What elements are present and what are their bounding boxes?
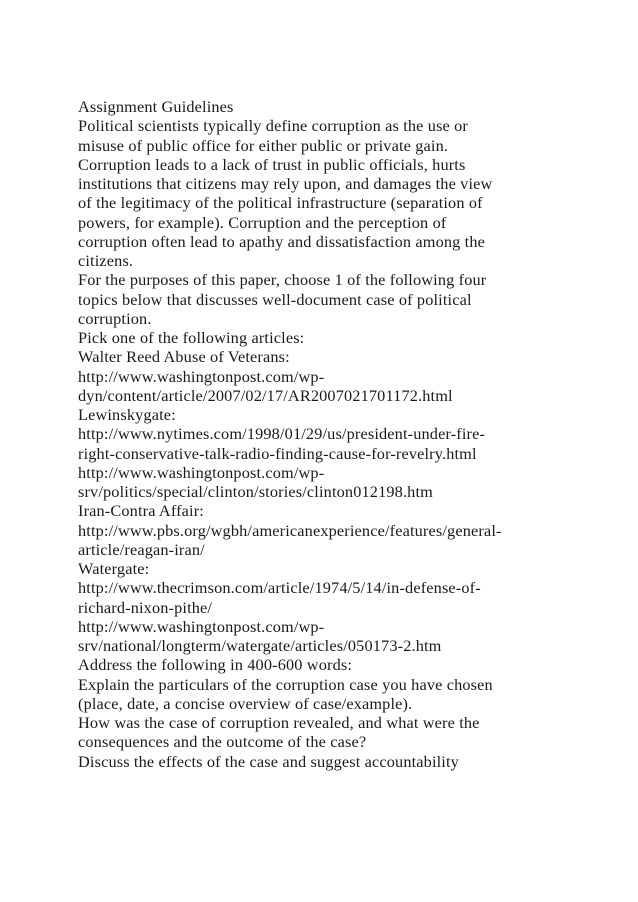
paragraph-line: institutions that citizens may rely upon, and damages the view — [78, 174, 493, 193]
paragraph-line: Corruption leads to a lack of trust in public officials, hurts — [78, 154, 466, 174]
instruction-line: (place, date, a concise overview of case/example). — [78, 693, 413, 713]
instruction-line: Explain the particulars of the corruption case you have chosen — [78, 674, 493, 694]
article-link[interactable]: http://www.washingtonpost.com/wp- — [78, 366, 325, 386]
instruction-line: consequences and the outcome of the case? — [78, 732, 367, 752]
article-link[interactable]: article/reagan-iran/ — [78, 539, 205, 559]
paragraph-line: powers, for example). Corruption and the perception of — [78, 212, 447, 232]
instruction-line: Discuss the effects of the case and suggest accountability — [78, 751, 459, 771]
paragraph-line: Political scientists typically define corruption as the use or — [78, 116, 469, 136]
article-link[interactable]: http://www.pbs.org/wgbh/americanexperience/features/general- — [78, 520, 502, 540]
paragraph-line: corruption often lead to apathy and dissatisfaction among the — [78, 231, 486, 251]
paragraph-line: topics below that discusses well-document case of political — [78, 289, 472, 309]
paragraph-line: For the purposes of this paper, choose 1 of the following four — [78, 270, 487, 290]
instructions-heading: Address the following in 400-600 words: — [78, 655, 353, 675]
paragraph-line: misuse of public office for either public or private gain. — [78, 135, 449, 155]
article-link[interactable]: right-conservative-talk-radio-finding-cause-for-revelry.html — [78, 443, 477, 463]
document-title: Assignment Guidelines — [78, 97, 234, 116]
topic-heading: Walter Reed Abuse of Veterans: — [78, 347, 290, 367]
article-link[interactable]: srv/politics/special/clinton/stories/clinton012198.htm — [78, 482, 433, 501]
topic-heading: Watergate: — [78, 559, 150, 578]
topic-heading: Lewinskygate: — [78, 405, 176, 424]
paragraph-line: citizens. — [78, 251, 134, 270]
document-body — [78, 97, 623, 771]
paragraph-line: corruption. — [78, 308, 152, 328]
article-link[interactable]: dyn/content/article/2007/02/17/AR2007021701172.html — [78, 385, 453, 405]
article-link[interactable]: http://www.nytimes.com/1998/01/29/us/president-under-fire- — [78, 424, 486, 444]
article-link[interactable]: http://www.washingtonpost.com/wp- — [78, 462, 325, 482]
paragraph-line: of the legitimacy of the political infrastructure (separation of — [78, 193, 483, 213]
article-link[interactable]: srv/national/longterm/watergate/articles/050173-2.htm — [78, 636, 442, 655]
topic-heading: Iran-Contra Affair: — [78, 501, 204, 521]
instruction-line: How was the case of corruption revealed, and what were the — [78, 713, 480, 732]
article-link[interactable]: http://www.washingtonpost.com/wp- — [78, 616, 325, 636]
article-link[interactable]: http://www.thecrimson.com/article/1974/5/14/in-defense-of- — [78, 578, 481, 598]
articles-heading: Pick one of the following articles: — [78, 328, 305, 347]
article-link[interactable]: richard-nixon-pithe/ — [78, 597, 213, 617]
